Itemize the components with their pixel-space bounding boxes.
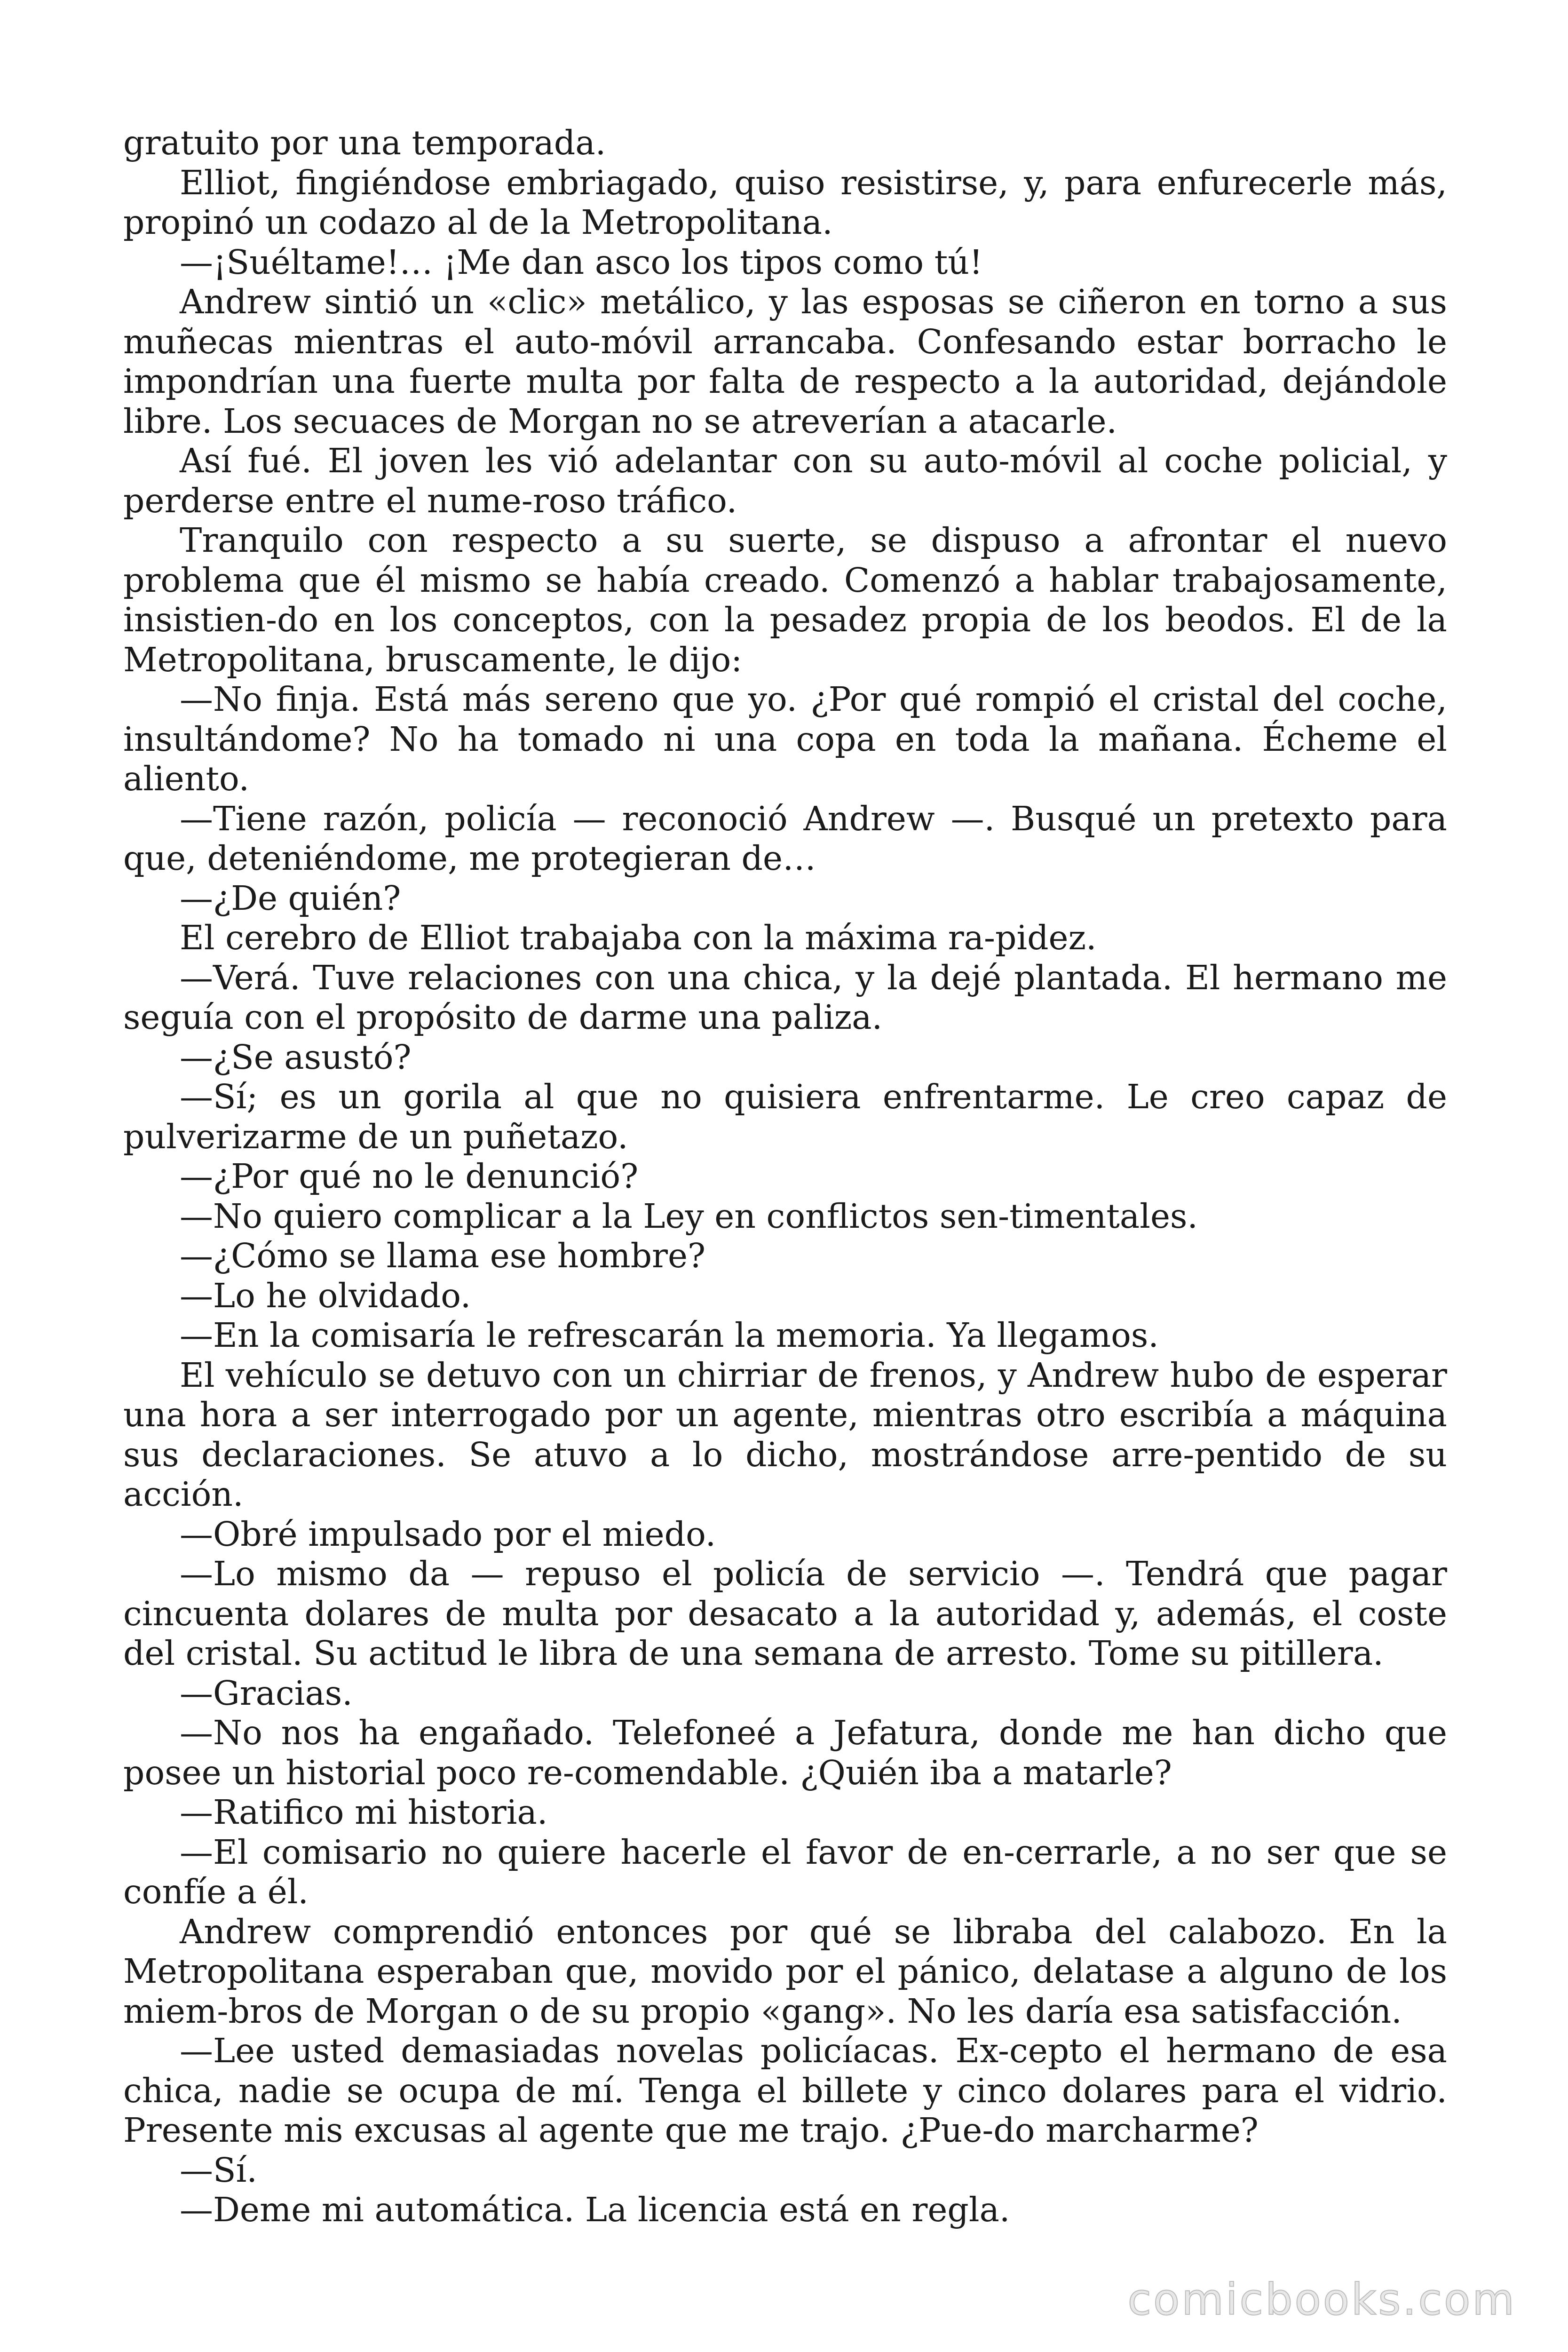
paragraph: Andrew comprendió entonces por qué se libraba del calabozo. En la Metropolitana esperaban que, movido por el pánico, delatase a alguno de los miem-bros de Morgan o de su propio «gang». No les daría esa satisfacción. — [123, 1912, 1447, 2031]
paragraph: —Tiene razón, policía — reconoció Andrew —. Busqué un pretexto para que, deteniéndome, me protegieran de… — [123, 799, 1447, 878]
paragraph: —Sí. — [180, 2150, 257, 2190]
paragraph: Así fué. El joven les vió adelantar con su auto-móvil al coche policial, y perderse entre el nume-roso tráfico. — [123, 441, 1447, 520]
watermark: comicbooks.com — [1127, 2274, 1516, 2325]
paragraph: —¿Se asustó? — [180, 1037, 412, 1077]
paragraph: El vehículo se detuvo con un chirriar de frenos, y Andrew hubo de esperar una hora a ser interrogado por un agente, mientras otro escribía a máquina sus declaraciones. Se atuvo a lo dicho, mostrándose arre-pentido de su acción. — [123, 1355, 1447, 1514]
paragraph: —¿De quién? — [180, 878, 401, 918]
paragraph: —¿Cómo se llama ese hombre? — [180, 1236, 706, 1275]
paragraph: —Lo he olvidado. — [180, 1276, 471, 1315]
paragraph: —Gracias. — [180, 1673, 353, 1713]
paragraph: —Obré impulsado por el miedo. — [180, 1514, 716, 1554]
paragraph: —Lo mismo da — repuso el policía de servicio —. Tendrá que pagar cincuenta dolares de multa por desacato a la autoridad y, además, el coste del cristal. Su actitud le libra de una semana de arresto. Tome su pitillera. — [123, 1554, 1447, 1673]
paragraph: El cerebro de Elliot trabajaba con la máxima ra-pidez. — [180, 918, 1097, 957]
paragraph: Andrew sintió un «clic» metálico, y las esposas se ciñeron en torno a sus muñecas mientras el auto-móvil arrancaba. Confesando estar borracho le impondrían una fuerte multa por falta de respecto a la autoridad, dejándole libre. Los secuaces de Morgan no se atreverían a atacarle. — [123, 282, 1447, 441]
paragraph: —Sí; es un gorila al que no quisiera enfrentarme. Le creo capaz de pulverizarme de un puñetazo. — [123, 1077, 1447, 1156]
body-text — [123, 123, 1447, 2230]
paragraph: —En la comisaría le refrescarán la memoria. Ya llegamos. — [180, 1316, 1159, 1355]
paragraph: —El comisario no quiere hacerle el favor de en-cerrarle, a no ser que se confíe a él. — [123, 1832, 1447, 1911]
paragraph: —Verá. Tuve relaciones con una chica, y la dejé plantada. El hermano me seguía con el propósito de darme una paliza. — [123, 958, 1447, 1037]
paragraph: Elliot, fingiéndose embriagado, quiso resistirse, y, para enfurecerle más, propinó un codazo al de la Metropolitana. — [123, 163, 1447, 242]
paragraph: —Lee usted demasiadas novelas policíacas. Ex-cepto el hermano de esa chica, nadie se ocupa de mí. Tenga el billete y cinco dolares para el vidrio. Presente mis excusas al agente que me trajo. ¿Pue-do marcharme? — [123, 2031, 1447, 2150]
paragraph: —Ratifico mi historia. — [180, 1793, 548, 1832]
paragraph: —No finja. Está más sereno que yo. ¿Por qué rompió el cristal del coche, insultándome? No ha tomado ni una copa en toda la mañana. Écheme el aliento. — [123, 680, 1447, 798]
paragraph: Tranquilo con respecto a su suerte, se dispuso a afrontar el nuevo problema que él mismo se había creado. Comenzó a hablar trabajosamente, insistien-do en los conceptos, con la pesadez propia de los beodos. El de la Metropolitana, bruscamente, le dijo: — [123, 521, 1447, 679]
paragraph: gratuito por una temporada. — [123, 123, 606, 162]
paragraph: —¿Por qué no le denunció? — [180, 1157, 639, 1196]
paragraph: —No quiero complicar a la Ley en conflictos sen-timentales. — [180, 1196, 1198, 1236]
paragraph: —No nos ha engañado. Telefoneé a Jefatura, donde me han dicho que posee un historial poco re-comendable. ¿Quién iba a matarle? — [123, 1713, 1447, 1792]
paragraph: —Deme mi automática. La licencia está en regla. — [180, 2190, 1010, 2229]
paragraph: —¡Suéltame!… ¡Me dan asco los tipos como tú! — [180, 242, 983, 282]
